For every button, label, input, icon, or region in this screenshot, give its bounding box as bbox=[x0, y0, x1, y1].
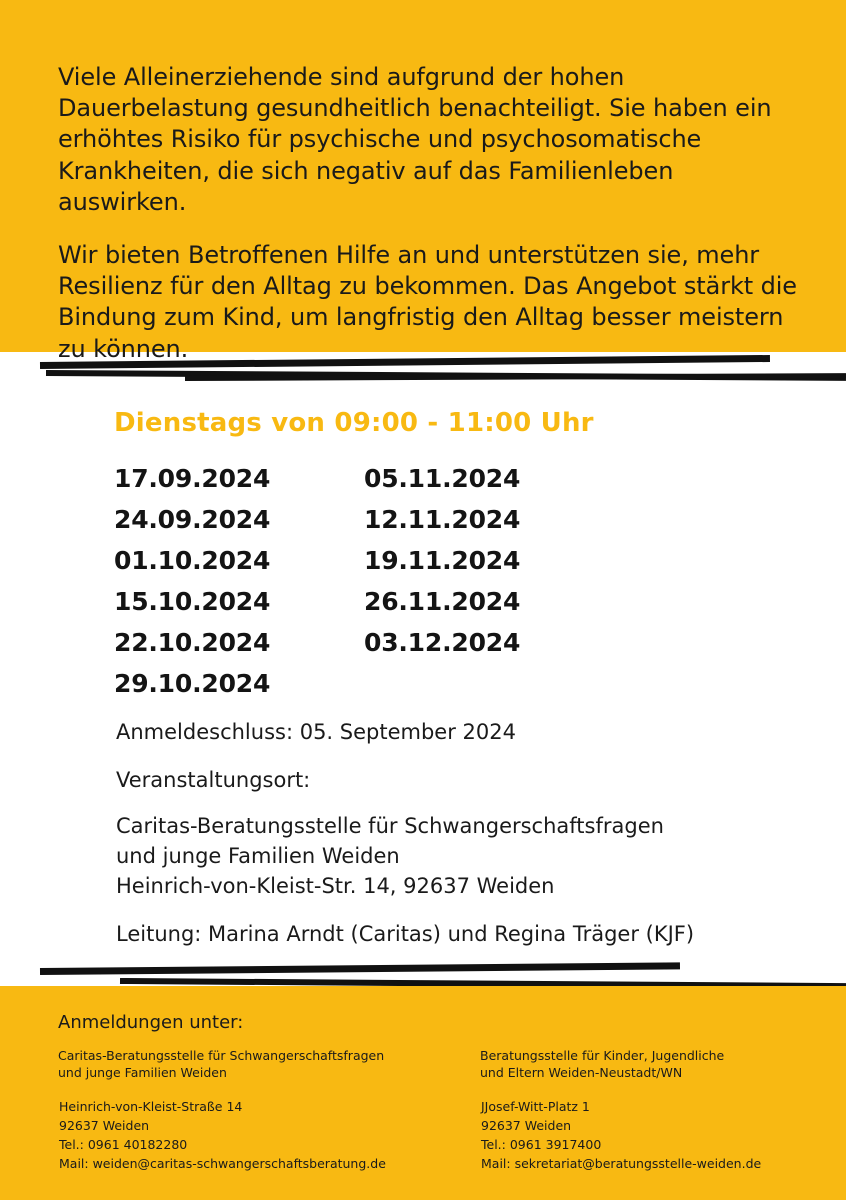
intro-panel bbox=[0, 0, 846, 363]
dates-grid bbox=[114, 458, 634, 704]
intro-text-block bbox=[58, 62, 798, 365]
contact-org-line-2: und junge Familien Weiden bbox=[58, 1064, 227, 1080]
contact-details bbox=[480, 1097, 840, 1173]
contact-street: Heinrich-von-Kleist-Straße 14 bbox=[59, 1099, 243, 1114]
contact-org-line-1: Beratungsstelle für Kinder, Jugendliche bbox=[480, 1048, 725, 1063]
stripe-decor bbox=[40, 355, 770, 369]
contact-org bbox=[480, 1048, 840, 1081]
list-item: 26.11.2024 bbox=[364, 587, 521, 616]
venue-line-1: Caritas-Beratungsstelle für Schwangerschaftsfragen bbox=[116, 814, 664, 838]
list-item: 01.10.2024 bbox=[114, 546, 271, 575]
list-item: 17.09.2024 bbox=[114, 464, 271, 493]
list-item: 24.09.2024 bbox=[114, 505, 271, 534]
schedule-section bbox=[0, 390, 846, 960]
venue-line-2: und junge Familien Weiden bbox=[116, 843, 400, 868]
contact-street: JJosef-Witt-Platz 1 bbox=[481, 1099, 590, 1114]
list-item: 05.11.2024 bbox=[364, 464, 521, 493]
contact-city: 92637 Weiden bbox=[59, 1118, 150, 1133]
list-item: 22.10.2024 bbox=[114, 628, 271, 657]
venue-address bbox=[116, 812, 664, 901]
contact-phone: Tel.: 0961 40182280 bbox=[59, 1137, 188, 1152]
venue-label: Veranstaltungsort: bbox=[116, 768, 311, 792]
contact-city: 92637 Weiden bbox=[481, 1118, 572, 1133]
list-item: 03.12.2024 bbox=[364, 628, 521, 657]
contact-org-line-1: Caritas-Beratungsstelle für Schwangerschaftsfragen bbox=[58, 1048, 385, 1063]
time-heading: Dienstags von 09:00 - 11:00 Uhr bbox=[114, 408, 594, 438]
contact-details bbox=[58, 1097, 418, 1173]
intro-paragraph-1: Viele Alleinerziehende sind aufgrund der hohen Dauerbelastung gesundheitlich benachteiligt. Sie haben ein erhöhtes Risiko für psychische und psychosomatische Krankheiten, die sich negativ auf das Familienleben auswirken. bbox=[58, 63, 772, 216]
registration-deadline: Anmeldeschluss: 05. September 2024 bbox=[116, 720, 516, 744]
dates-column-left bbox=[114, 458, 364, 704]
contact-card-beratungsstelle bbox=[480, 1048, 840, 1173]
contact-mail[interactable]: Mail: sekretariat@beratungsstelle-weiden.de bbox=[481, 1156, 762, 1171]
contact-phone: Tel.: 0961 3917400 bbox=[481, 1137, 602, 1152]
dates-column-right bbox=[364, 458, 614, 663]
list-item: 29.10.2024 bbox=[114, 669, 271, 698]
contact-org-line-2: und Eltern Weiden-Neustadt/WN bbox=[480, 1064, 683, 1080]
list-item: 15.10.2024 bbox=[114, 587, 271, 616]
registration-title: Anmeldungen unter: bbox=[58, 1012, 244, 1033]
registration-panel bbox=[0, 986, 846, 1200]
intro-paragraph-2: Wir bieten Betroffenen Hilfe an und unterstützen sie, mehr Resilienz für den Alltag zu bekommen. Das Angebot stärkt die Bindung zum Kind, um langfristig den Alltag besser meistern zu können. bbox=[58, 240, 797, 363]
stripe-decor bbox=[40, 962, 680, 975]
list-item: 19.11.2024 bbox=[364, 546, 521, 575]
venue-line-3: Heinrich-von-Kleist-Str. 14, 92637 Weiden bbox=[116, 873, 555, 898]
contact-card-caritas bbox=[58, 1048, 418, 1173]
list-item: 12.11.2024 bbox=[364, 505, 521, 534]
event-leaders: Leitung: Marina Arndt (Caritas) und Regina Träger (KJF) bbox=[116, 922, 695, 946]
contact-mail[interactable]: Mail: weiden@caritas-schwangerschaftsberatung.de bbox=[59, 1156, 386, 1171]
contact-org bbox=[58, 1048, 418, 1081]
divider-stripes-top bbox=[0, 348, 846, 388]
